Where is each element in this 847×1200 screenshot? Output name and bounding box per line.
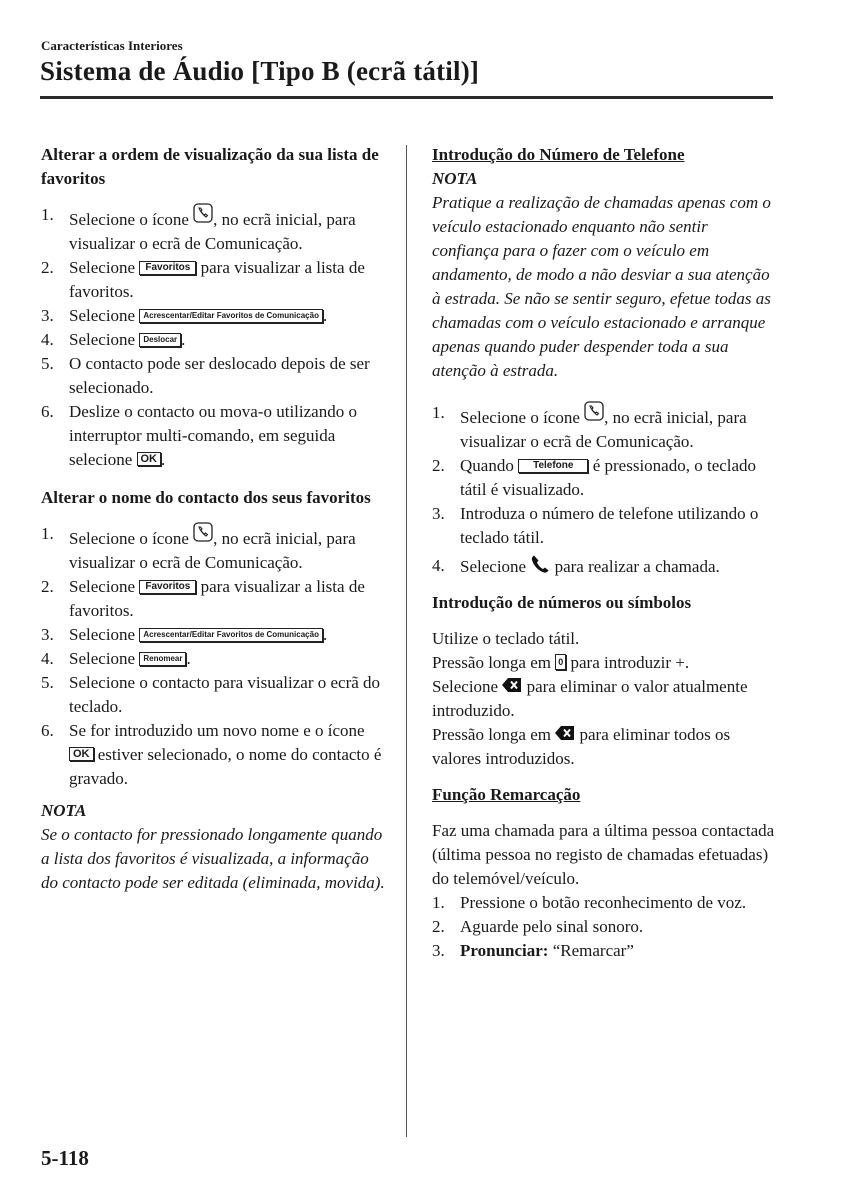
paragraph: Faz uma chamada para a última pessoa contactada (última pessoa no registo de chamadas efetuadas) do telemóvel/veículo. xyxy=(432,821,775,888)
list-item: 4. Selecione Deslocar . xyxy=(41,330,186,349)
list-item: 2. Selecione Favoritos para visualizar a lista de favoritos. xyxy=(41,577,365,620)
list-item: 1. Selecione o ícone , no ecrã inicial, para visualizar o ecrã de Comunicação. xyxy=(41,524,356,572)
list-item: 2. Aguarde pelo sinal sonoro. xyxy=(432,917,644,936)
list-item: 1. Selecione o ícone , no ecrã inicial, para visualizar o ecrã de Comunicação. xyxy=(432,403,747,451)
list-item: 4. Selecione para realizar a chamada. xyxy=(432,556,720,576)
list-item: 3. Selecione Acrescentar/Editar Favoritos de Comunicação . xyxy=(41,306,328,325)
section-heading-favorites-order: Alterar a ordem de visualização da sua lista de favoritos xyxy=(41,145,379,188)
rename-button[interactable]: Renomear xyxy=(139,652,186,666)
list-item: 3. Selecione Acrescentar/Editar Favoritos de Comunicação . xyxy=(41,625,328,644)
section-label: Características Interiores xyxy=(41,38,183,53)
add-edit-favorites-button[interactable]: Acrescentar/Editar Favoritos de Comunicação xyxy=(139,309,323,323)
list-item: 3. Introduza o número de telefone utilizando o teclado tátil. xyxy=(432,504,759,547)
list-item: 6. Se for introduzido um novo nome e o ícone OK estiver selecionado, o nome do contacto é gravado. xyxy=(41,721,382,788)
move-button[interactable]: Deslocar xyxy=(139,333,181,347)
note-text: Se o contacto for pressionado longamente quando a lista dos favoritos é visualizada, a informação do contacto pode ser editada (eliminada, movida). xyxy=(41,825,385,892)
favorites-button[interactable]: Favoritos xyxy=(139,261,196,275)
note-text: Pratique a realização de chamadas apenas com o veículo estacionado enquanto não sentir confiança para o fazer com o veículo em andamento, de modo a não desviar a sua atenção à estrada. Se não se sentir seguro, efetue todas as chamadas com o veículo estacionado e arranque apenas quando puder despender toda a sua atenção à estrada. xyxy=(432,193,771,380)
delete-key-icon[interactable] xyxy=(555,725,575,741)
favorites-button[interactable]: Favoritos xyxy=(139,580,196,594)
right-column xyxy=(432,143,777,963)
list-item: 1. Selecione o ícone , no ecrã inicial, para visualizar o ecrã de Comunicação. xyxy=(41,205,356,253)
note-title: NOTA xyxy=(41,801,87,820)
paragraph: Selecione para eliminar o valor atualmente introduzido. xyxy=(432,677,748,720)
section-heading-redial: Função Remarcação xyxy=(432,785,581,804)
steps-redial xyxy=(432,891,777,963)
steps-rename-contact xyxy=(41,522,386,791)
ok-button[interactable]: OK xyxy=(137,452,162,466)
list-item: 3. Pronunciar: “Remarcar” xyxy=(432,941,634,960)
list-item: 1. Pressione o botão reconhecimento de voz. xyxy=(432,893,747,912)
delete-key-icon[interactable] xyxy=(502,677,522,693)
list-item: 4. Selecione Renomear . xyxy=(41,649,191,668)
list-item: 2. Selecione Favoritos para visualizar a lista de favoritos. xyxy=(41,258,365,301)
left-column xyxy=(41,143,386,895)
list-item: 5. Selecione o contacto para visualizar o ecrã do teclado. xyxy=(41,673,381,716)
list-item: 5. O contacto pode ser deslocado depois de ser selecionado. xyxy=(41,354,370,397)
paragraph: Utilize o teclado tátil. xyxy=(432,629,580,648)
section-heading-rename-contact: Alterar o nome do contacto dos seus favoritos xyxy=(41,488,371,507)
section-heading-phone-number: Introdução do Número de Telefone xyxy=(432,145,685,164)
paragraph: Pressão longa em 0 para introduzir +. xyxy=(432,653,690,672)
column-divider xyxy=(406,145,407,1137)
list-item: 2. Quando Telefone é pressionado, o teclado tátil é visualizado. xyxy=(432,456,757,499)
add-edit-favorites-button[interactable]: Acrescentar/Editar Favoritos de Comunicação xyxy=(139,628,323,642)
steps-phone-number xyxy=(432,401,777,579)
communication-icon xyxy=(584,401,604,421)
paragraph: Pressão longa em para eliminar todos os valores introduzidos. xyxy=(432,725,731,768)
page-number: 5-118 xyxy=(41,1146,89,1170)
list-item: 6. Deslize o contacto ou mova-o utilizando o interruptor multi-comando, em seguida selecione OK . xyxy=(41,402,357,469)
title-divider xyxy=(40,96,773,99)
page-title: Sistema de Áudio [Tipo B (ecrã tátil)] xyxy=(40,56,480,86)
ok-button[interactable]: OK xyxy=(69,747,94,761)
steps-favorites-order xyxy=(41,203,386,472)
note-title: NOTA xyxy=(432,169,478,188)
section-heading-numbers-symbols: Introdução de números ou símbolos xyxy=(432,593,692,612)
phone-icon[interactable] xyxy=(530,554,550,574)
zero-key[interactable]: 0 xyxy=(555,654,566,670)
telephone-button[interactable]: Telefone xyxy=(518,459,588,473)
communication-icon xyxy=(193,522,213,542)
communication-icon xyxy=(193,203,213,223)
